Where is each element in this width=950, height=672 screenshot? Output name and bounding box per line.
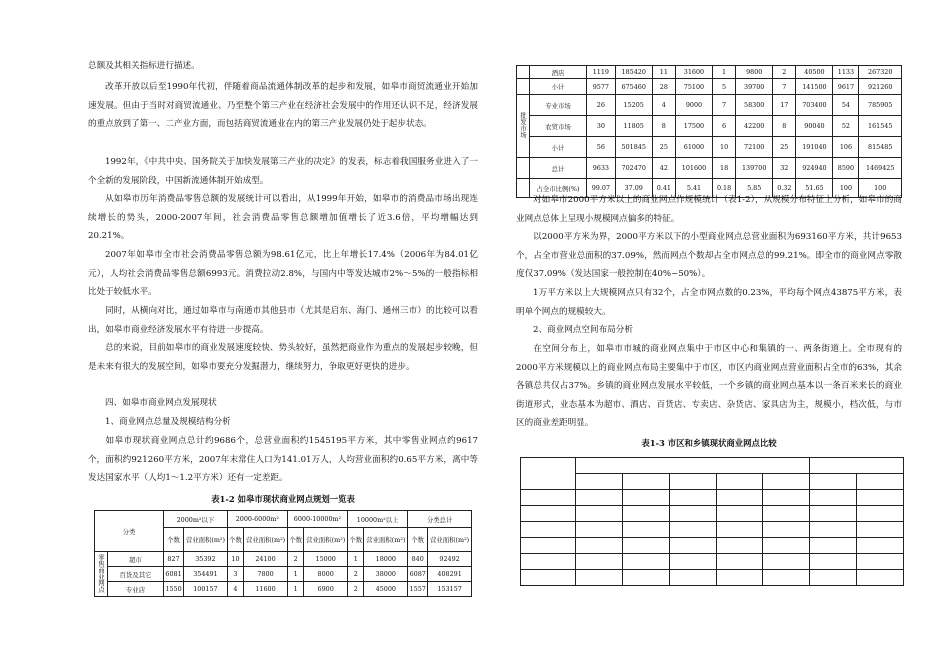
table-cell: 267320 xyxy=(859,66,902,79)
paragraph-intro-tail: 总额及其相关指标进行描述。 xyxy=(88,61,200,71)
table-1-3-title: 表1-3 市区和乡镇现状商业网点比较 xyxy=(641,438,777,448)
table-cell: 17 xyxy=(773,95,796,116)
table-cell xyxy=(716,554,763,570)
size-group-header: 10000m²以上 xyxy=(348,511,408,528)
row-name: 百货及其它 xyxy=(108,567,164,582)
table-cell: 56 xyxy=(587,137,616,158)
table-cell: 38000 xyxy=(364,567,408,582)
table-cell: 40500 xyxy=(796,66,833,79)
table-cell: 7800 xyxy=(244,567,288,582)
table-cell xyxy=(763,474,810,490)
table-cell: 90040 xyxy=(796,116,833,137)
section-heading: 四、如皋市商业网点发展现状 xyxy=(105,398,217,408)
count-header: 个数 xyxy=(227,528,243,552)
table-cell xyxy=(763,522,810,538)
table-cell xyxy=(622,490,669,506)
table-cell: 17500 xyxy=(675,116,712,137)
paragraph-spatial: 在空间分布上，如皋市市城的商业网点集中于市区中心和集镇的一、两条街道上。全市现有的2000平方米规模以上的商业网点布局主要集中于市区，市区内商业网点营业面积占全市的63%，其余各镇总共仅占37%。乡镇的商业网点发展水平较低，一个乡镇的商业网点基本以一条百米来长的商业街道形式，业态基本为超市、酒店、百货店、专卖店、杂货店、家具店为主，规模小，档次低，与市区的商业差距明显。 xyxy=(516,344,902,429)
subsection-heading-spatial: 2、商业网点空间布局分析 xyxy=(533,325,633,335)
table-1-3-empty xyxy=(520,457,904,586)
group-label-wholesale: 批发市场 xyxy=(517,95,530,158)
count-header: 个数 xyxy=(287,528,303,552)
table-cell: 52 xyxy=(833,116,859,137)
table-cell: 191040 xyxy=(796,137,833,158)
table-cell: 1550 xyxy=(164,582,184,597)
table-cell: 6081 xyxy=(164,567,184,582)
table-cell: 4 xyxy=(652,95,675,116)
group-label-retail: 零售商业网点 xyxy=(95,552,108,597)
table-cell: 0.18 xyxy=(712,179,735,198)
table-cell xyxy=(857,554,904,570)
table-cell xyxy=(521,570,576,586)
table-cell xyxy=(810,570,857,586)
table-cell: 9800 xyxy=(736,66,773,79)
table-cell: 11 xyxy=(652,66,675,79)
table-cell: 5.85 xyxy=(736,179,773,198)
table-cell xyxy=(857,490,904,506)
table-cell: 703400 xyxy=(796,95,833,116)
size-group-header: 2000m²以下 xyxy=(164,511,228,528)
table-cell xyxy=(716,474,763,490)
table-cell: 1133 xyxy=(833,66,859,79)
table-cell: 26 xyxy=(587,95,616,116)
area-header: 营业面积(m²) xyxy=(304,528,348,552)
table-cell xyxy=(576,490,623,506)
table-cell xyxy=(669,522,716,538)
table-cell xyxy=(521,522,576,538)
table-cell: 42200 xyxy=(736,116,773,137)
group-cell-empty xyxy=(517,66,530,79)
table-cell xyxy=(576,474,623,490)
table-cell: 3 xyxy=(227,567,243,582)
table-cell: 1557 xyxy=(408,582,428,597)
row-name: 专业市场 xyxy=(530,95,587,116)
table-cell: 58300 xyxy=(736,95,773,116)
table-1-2-title: 表1-2 如皋市现状商业网点规划一览表 xyxy=(211,494,355,504)
table-cell: 185420 xyxy=(615,66,652,79)
table-cell xyxy=(857,522,904,538)
table-cell xyxy=(576,506,623,522)
table-cell xyxy=(716,538,763,554)
table-cell xyxy=(669,538,716,554)
table-cell xyxy=(669,554,716,570)
row-name: 占全市比例(%) xyxy=(530,179,587,198)
table-cell xyxy=(857,538,904,554)
table-cell xyxy=(521,490,576,506)
table-cell: 1 xyxy=(712,66,735,79)
table-cell xyxy=(669,490,716,506)
table-cell: 354491 xyxy=(184,567,228,582)
table-cell xyxy=(669,474,716,490)
table-cell xyxy=(716,522,763,538)
table-cell: 161545 xyxy=(859,116,902,137)
table-cell: 15000 xyxy=(304,552,348,567)
count-header: 个数 xyxy=(348,528,364,552)
row-name: 专业店 xyxy=(108,582,164,597)
table-cell xyxy=(521,458,576,490)
table-cell: 15205 xyxy=(615,95,652,116)
row-name: 小计 xyxy=(530,79,587,95)
table-cell: 7 xyxy=(712,95,735,116)
table-cell: 827 xyxy=(164,552,184,567)
table-cell: 141500 xyxy=(796,79,833,95)
size-group-header: 2000-6000m² xyxy=(227,511,287,528)
table-cell xyxy=(810,538,857,554)
table-cell: 1 xyxy=(287,567,303,582)
table-cell: 5.41 xyxy=(675,179,712,198)
table-1-2-continued xyxy=(516,65,902,198)
table-cell: 24100 xyxy=(244,552,288,567)
table-1-2 xyxy=(94,510,472,597)
table-cell: 4 xyxy=(227,582,243,597)
table-cell xyxy=(622,506,669,522)
table-cell xyxy=(810,506,857,522)
table-cell: 32 xyxy=(773,158,796,179)
count-header: 个数 xyxy=(164,528,184,552)
paragraph-2007: 2007年如皋市全市社会消费品零售总额为98.61亿元，比上年增长17.4%（2006年为84.01亿元），人均社会消费品零售总额6993元。消费拉动2.8%，与国内中等发达城市2%～5%的一般指标相比处于较低水平。 xyxy=(88,250,478,298)
table-cell: 815485 xyxy=(859,137,902,158)
table-cell xyxy=(857,474,904,490)
paragraph-scale-stats: 对如皋市2000平方米以上的商业网点作规模统计（表1-2），从规模分布特征上分析，如皋市的商业网点总体上呈现小规模网点偏多的特征。 xyxy=(516,195,902,224)
table-cell xyxy=(576,554,623,570)
row-name: 酒店 xyxy=(530,66,587,79)
subsection-heading: 1、商业网点总量及规模结构分析 xyxy=(105,417,231,427)
table-cell: 92492 xyxy=(428,552,472,567)
table-cell: 9633 xyxy=(587,158,616,179)
table-cell: 61000 xyxy=(675,137,712,158)
table-cell: 30 xyxy=(587,116,616,137)
table-cell: 702470 xyxy=(615,158,652,179)
table-cell: 18000 xyxy=(364,552,408,567)
table-cell xyxy=(763,554,810,570)
table-cell: 9000 xyxy=(675,95,712,116)
group-cell-empty xyxy=(517,158,530,179)
table-cell: 11805 xyxy=(615,116,652,137)
table-cell xyxy=(622,522,669,538)
table-cell: 2 xyxy=(287,552,303,567)
area-header: 营业面积(m²) xyxy=(428,528,472,552)
table-cell: 1 xyxy=(348,552,364,567)
table-cell xyxy=(576,522,623,538)
table-cell: 6900 xyxy=(304,582,348,597)
table-cell: 100 xyxy=(833,179,859,198)
table-cell: 75100 xyxy=(675,79,712,95)
table-cell: 675460 xyxy=(615,79,652,95)
table-cell xyxy=(810,522,857,538)
table-cell xyxy=(716,490,763,506)
table-cell: 35392 xyxy=(184,552,228,567)
size-group-header: 分类总计 xyxy=(408,511,472,528)
paragraph-comparison: 同时，从横向对比，通过如皋市与南通市其他县市（尤其是启东、海门、通州三市）的比较可以看出，如皋市商业经济发展水平有待进一步提高。 xyxy=(88,306,478,335)
table-cell: 1 xyxy=(287,582,303,597)
table-cell xyxy=(521,506,576,522)
paragraph-reform: 改革开放以后至1990年代初，伴随着商品流通体制改革的起步和发展，如皋市商贸流通业开始加速发展。但由于当时对商贸流通业、乃至整个第三产业在经济社会发展中的作用还认识不足，经济发展的重点放到了第一、二产业方面，而包括商贸流通业在内的第三产业发展仍处于起步状态。 xyxy=(88,82,478,130)
table-cell: 10 xyxy=(227,552,243,567)
table-cell xyxy=(521,538,576,554)
table-cell: 921260 xyxy=(859,79,902,95)
table-cell: 25 xyxy=(652,137,675,158)
table-cell xyxy=(716,570,763,586)
area-header: 营业面积(m²) xyxy=(184,528,228,552)
table-cell xyxy=(763,538,810,554)
paragraph-retail-trend: 从如皋市历年消费品零售总额的发展统计可以看出，从1999年开始，如皋市的消费品市场出现连续增长的势头，2000-2007年间，社会消费品零售总额增加值增长了近3.6倍，平均增幅达到20.21%。 xyxy=(88,194,478,242)
table-cell: 924940 xyxy=(796,158,833,179)
row-name: 总计 xyxy=(530,158,587,179)
table-cell: 10 xyxy=(712,137,735,158)
table-cell xyxy=(576,538,623,554)
table-cell: 37.09 xyxy=(615,179,652,198)
table-cell: 5 xyxy=(712,79,735,95)
count-header: 个数 xyxy=(408,528,428,552)
table-cell: 0.41 xyxy=(652,179,675,198)
table-cell: 25 xyxy=(773,137,796,158)
table-cell xyxy=(669,570,716,586)
table-cell: 8 xyxy=(773,116,796,137)
row-name: 小计 xyxy=(530,137,587,158)
area-header: 营业面积(m²) xyxy=(364,528,408,552)
table-cell: 9617 xyxy=(833,79,859,95)
paragraph-small-scale: 以2000平方米为界，2000平方米以下的小型商业网点总营业面积为693160平方米，共计9653个，占全市营业总面积的37.09%，然而网点个数却占全市网点总的99.21%。即全市的商业网点零散度仅37.09%（发达国家一般控制在40%~50%）。 xyxy=(516,232,902,280)
paragraph-summary: 总的来说，目前如皋市的商业发展速度较快、势头较好，虽然把商业作为重点的发展起步较晚，但是未来有很大的发展空间，如皋市要充分发掘潜力，继续努力，争取更好更快的进步。 xyxy=(88,343,478,372)
table-cell xyxy=(622,570,669,586)
table-cell: 100157 xyxy=(184,582,228,597)
table-cell: 6087 xyxy=(408,567,428,582)
table-cell: 2 xyxy=(773,66,796,79)
table-cell xyxy=(857,570,904,586)
area-header: 营业面积(m²) xyxy=(244,528,288,552)
table-cell: 39700 xyxy=(736,79,773,95)
table-cell xyxy=(763,506,810,522)
table-cell: 100 xyxy=(859,179,902,198)
row-name: 农贸市场 xyxy=(530,116,587,137)
table-cell xyxy=(716,506,763,522)
table-cell xyxy=(521,554,576,570)
paragraph-1992: 1992年，《中共中央、国务院关于加快发展第三产业的决定》的发表，标志着我国服务业进入了一个全新的发展阶段，中国新流通体制开始成型。 xyxy=(88,157,478,186)
table-cell: 8000 xyxy=(304,567,348,582)
table-cell: 7 xyxy=(773,79,796,95)
table-cell xyxy=(810,554,857,570)
table-cell xyxy=(622,554,669,570)
table-cell: 51.65 xyxy=(796,179,833,198)
table-cell: 8590 xyxy=(833,158,859,179)
table-cell xyxy=(622,474,669,490)
table-cell xyxy=(857,506,904,522)
table-cell: 45000 xyxy=(364,582,408,597)
table-cell: 72100 xyxy=(736,137,773,158)
table-cell: 28 xyxy=(652,79,675,95)
table-cell xyxy=(669,506,716,522)
paragraph-large-scale: 1万平方米以上大规模网点只有32个，占全市网点数的0.23%，平均每个网点43875平方米，表明单个网点的规模较大。 xyxy=(516,288,902,317)
table-cell: 11600 xyxy=(244,582,288,597)
table-cell xyxy=(810,458,904,474)
table-cell: 54 xyxy=(833,95,859,116)
table-cell: 8 xyxy=(652,116,675,137)
table-cell: 153157 xyxy=(428,582,472,597)
table-cell: 1469425 xyxy=(859,158,902,179)
table-cell: 139700 xyxy=(736,158,773,179)
table-cell xyxy=(576,570,623,586)
table-cell: 2 xyxy=(348,567,364,582)
table-cell: 785905 xyxy=(859,95,902,116)
table-header-category: 分类 xyxy=(95,511,164,552)
table-cell xyxy=(810,490,857,506)
table-cell: 840 xyxy=(408,552,428,567)
table-cell: 408291 xyxy=(428,567,472,582)
row-name: 超市 xyxy=(108,552,164,567)
table-cell: 101600 xyxy=(675,158,712,179)
paragraph-network-total: 如皋市现状商业网点总计约9686个，总营业面积约1545195平方米，其中零售业网点约9617个，面积约921260平方米，2007年末常住人口为141.01万人，人均营业面积约0.65平方米，离中等发达国家水平（人均1～1.2平方米）还有一定差距。 xyxy=(88,436,478,484)
table-cell: 106 xyxy=(833,137,859,158)
size-group-header: 6000-10000m² xyxy=(287,511,347,528)
table-cell xyxy=(810,474,857,490)
table-cell: 18 xyxy=(712,158,735,179)
table-cell: 0.32 xyxy=(773,179,796,198)
table-cell xyxy=(576,458,810,474)
table-cell: 2 xyxy=(348,582,364,597)
table-cell: 1119 xyxy=(587,66,616,79)
table-cell: 31600 xyxy=(675,66,712,79)
table-cell: 42 xyxy=(652,158,675,179)
table-cell: 99.07 xyxy=(587,179,616,198)
table-cell xyxy=(763,490,810,506)
table-cell xyxy=(763,570,810,586)
table-cell: 501845 xyxy=(615,137,652,158)
group-cell-empty xyxy=(517,79,530,95)
table-cell: 6 xyxy=(712,116,735,137)
table-cell: 9577 xyxy=(587,79,616,95)
table-cell xyxy=(622,538,669,554)
